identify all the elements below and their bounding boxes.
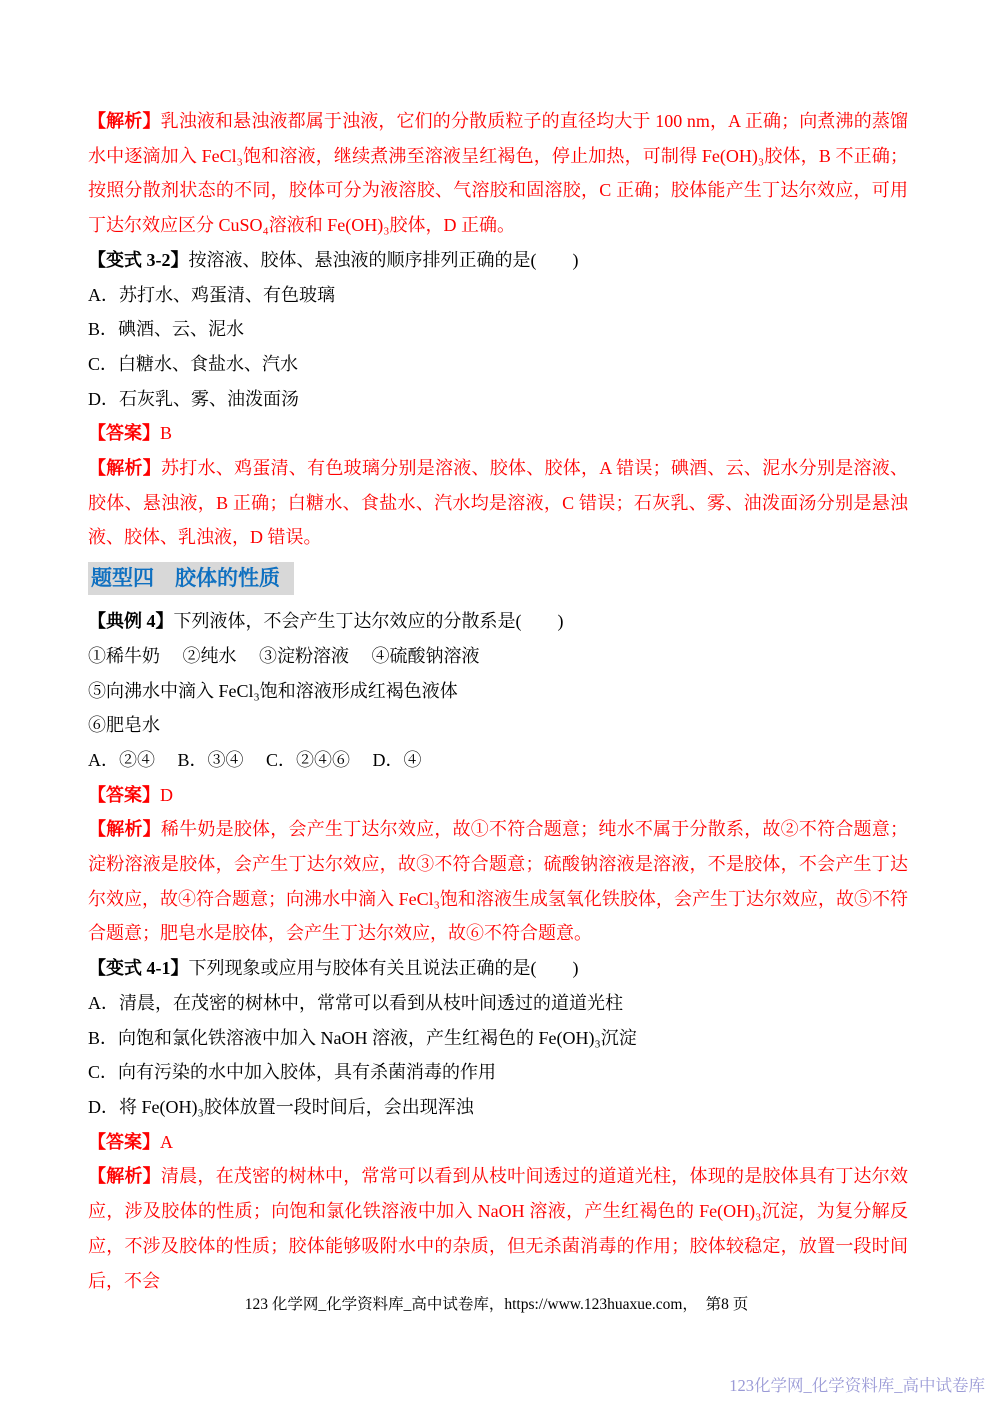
analysis-label: 【解析】 — [88, 1166, 161, 1187]
analysis-text: 苏打水、鸡蛋清、有色玻璃分别是溶液、胶体、胶体，A 错误；碘酒、云、泥水分别是溶液、胶体、悬浊液，B 正确；白糖水、食盐水、汽水均是溶液，C 错误；石灰乳、雾、油泼面汤分别是悬浊液、胶体、乳浊液，D 错误。 — [88, 458, 908, 548]
answer-label: 【答案】 — [88, 423, 160, 444]
question-stem-text: 下列液体，不会产生丁达尔效应的分散系是( ) — [173, 611, 564, 632]
section-header-4 — [88, 562, 908, 595]
page-content — [88, 104, 908, 1298]
analysis-paragraph-3-2 — [88, 451, 908, 555]
analysis-paragraph-4 — [88, 812, 908, 951]
question-4-items-1: ①稀牛奶 ②纯水 ③淀粉溶液 ④硫酸钠溶液 — [88, 645, 480, 666]
question-stem-text: 下列现象或应用与胶体有关且说法正确的是( ) — [188, 958, 579, 979]
answer-value: A — [160, 1131, 173, 1152]
section-title: 题型四 胶体的性质 — [88, 562, 294, 595]
option-line-a: A．苏打水、鸡蛋清、有色玻璃 — [88, 284, 335, 305]
analysis-text: 乳浊液和悬浊液都属于浊液，它们的分散质粒子的直径均大于 100 nm，A 正确；向煮沸的蒸馏水中逐滴加入 FeCl₃饱和溶液，继续煮沸至溶液呈红褐色，停止加热，可制得 Fe(OH)₃胶体，B 不正确；按照分散剂状态的不同，胶体可分为液溶胶、气溶胶和固溶胶，C 正确；胶体能产生丁达尔效应，可用丁达尔效应区分 CuSO₄溶液和 Fe(OH)₃胶体，D 正确。 — [88, 111, 908, 236]
analysis-text: 清晨，在茂密的树林中，常常可以看到从枝叶间透过的道道光柱，体现的是胶体具有丁达尔效应，涉及胶体的性质；向饱和氯化铁溶液中加入 NaOH 溶液，产生红褐色的 Fe(OH)₃沉淀，为复分解反应，不涉及胶体的性质；胶体能够吸附水中的杂质，但无杀菌消毒的作用；胶体较稳定，放置一段时间后，不会 — [88, 1166, 909, 1291]
analysis-label: 【解析】 — [88, 819, 161, 840]
answer-value: B — [160, 423, 173, 444]
question-4-stem — [88, 604, 908, 639]
question-4-items-3: ⑥肥皂水 — [88, 715, 160, 736]
question-3-2-stem — [88, 243, 908, 278]
question-label: 【典例 4】 — [88, 611, 174, 632]
option-line-c: C．向有污染的水中加入胶体，具有杀菌消毒的作用 — [88, 1062, 497, 1083]
question-4-choices: A．②④ B．③④ C．②④⑥ D．④ — [88, 749, 422, 770]
analysis-paragraph-3-1 — [88, 104, 908, 243]
answer-line-3-2 — [88, 416, 908, 451]
option-line-a: A．清晨，在茂密的树林中，常常可以看到从枝叶间透过的道道光柱 — [88, 992, 623, 1013]
answer-label: 【答案】 — [88, 784, 160, 805]
analysis-paragraph-4-1 — [88, 1159, 908, 1298]
analysis-text: 稀牛奶是胶体，会产生丁达尔效应，故①不符合题意；纯水不属于分散系，故②不符合题意；淀粉溶液是胶体，会产生丁达尔效应，故③不符合题意；硫酸钠溶液是溶液，不是胶体，不会产生丁达尔效应，故④符合题意；向沸水中滴入 FeCl₃饱和溶液生成氢氧化铁胶体，会产生丁达尔效应，故⑤不符合题意；肥皂水是胶体，会产生丁达尔效应，故⑥不符合题意。 — [88, 819, 909, 944]
answer-label: 【答案】 — [88, 1131, 160, 1152]
option-line-b: B．向饱和氯化铁溶液中加入 NaOH 溶液，产生红褐色的 Fe(OH)₃沉淀 — [88, 1027, 637, 1048]
question-4-items-2: ⑤向沸水中滴入 FeCl₃饱和溶液形成红褐色液体 — [88, 680, 458, 701]
question-label: 【变式 4-1】 — [88, 958, 189, 979]
question-4-1-stem — [88, 951, 908, 986]
answer-value: D — [160, 784, 173, 805]
question-label: 【变式 3-2】 — [88, 249, 189, 270]
analysis-label: 【解析】 — [88, 458, 162, 479]
answer-line-4 — [88, 778, 908, 813]
option-line-c: C．白糖水、食盐水、汽水 — [88, 353, 299, 374]
analysis-label: 【解析】 — [88, 111, 161, 131]
page-footer: 123 化学网_化学资料库_高中试卷库，https://www.123huaxue.com， 第8 页 — [244, 1296, 749, 1313]
option-line-b: B．碘酒、云、泥水 — [88, 319, 245, 340]
question-stem-text: 按溶液、胶体、悬浊液的顺序排列正确的是( ) — [188, 249, 579, 270]
option-line-d: D．将 Fe(OH)₃胶体放置一段时间后，会出现浑浊 — [88, 1096, 474, 1117]
option-line-d: D．石灰乳、雾、油泼面汤 — [88, 388, 299, 409]
answer-line-4-1 — [88, 1125, 908, 1160]
site-watermark: 123化学网_化学资料库_高中试卷库 — [729, 1376, 985, 1395]
